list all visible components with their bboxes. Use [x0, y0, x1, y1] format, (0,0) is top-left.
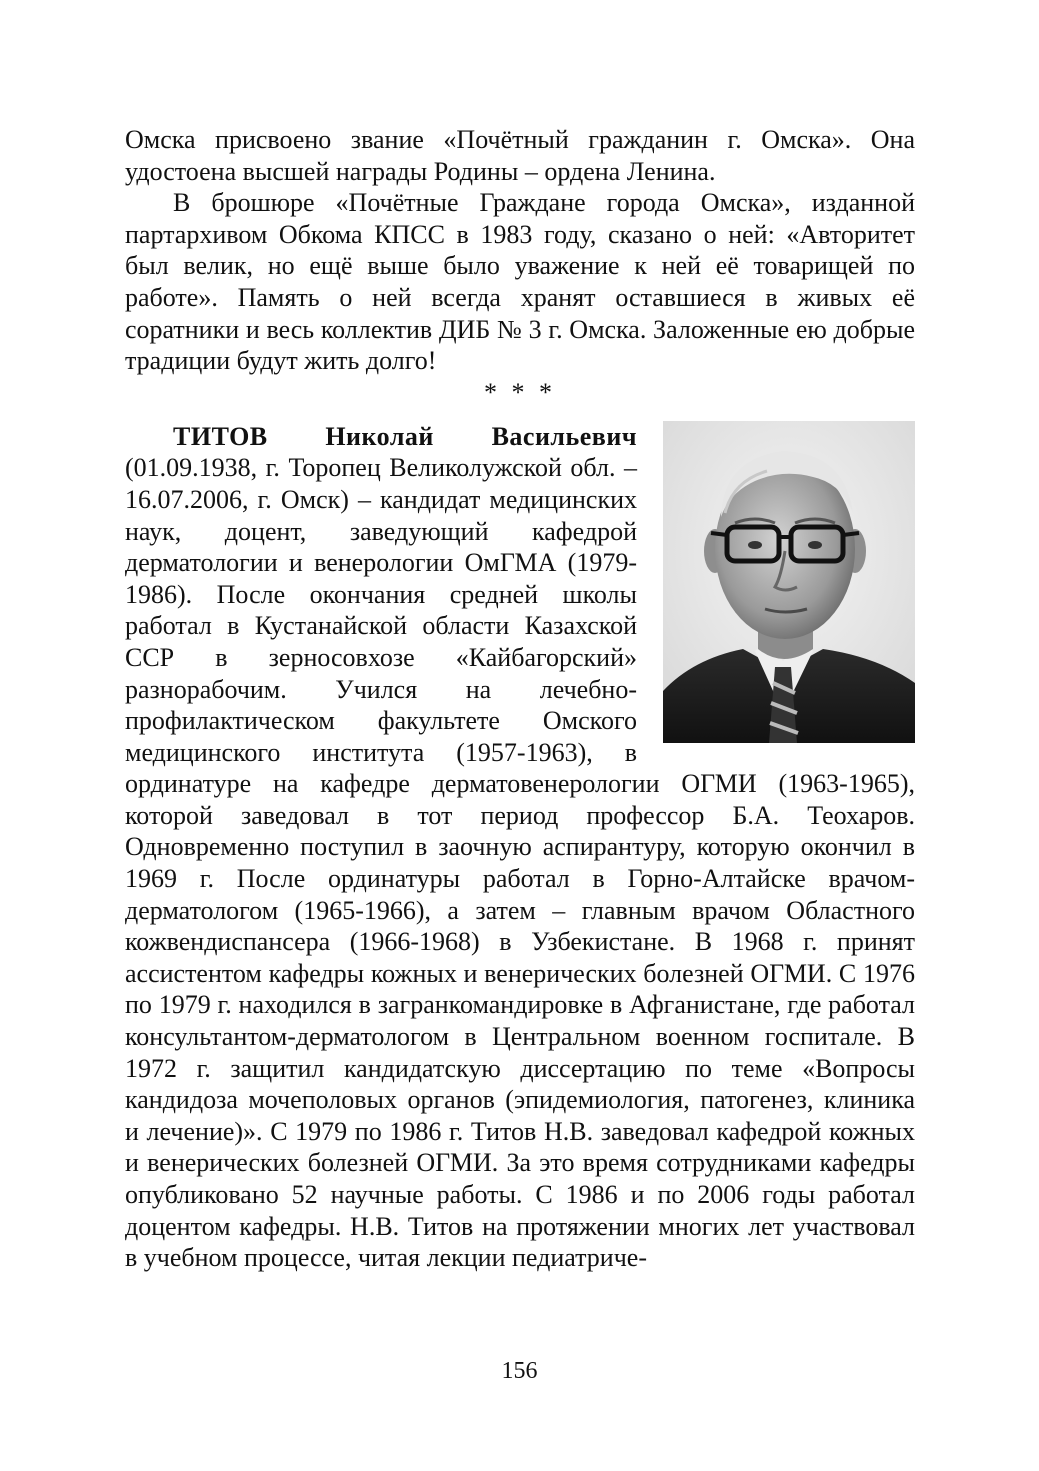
intro-paragraph-2: В брошюре «Почётные Граждане города Омска», изданной партархивом Обкома КПСС в 1983 году, сказано о ней: «Авторитет был велик, но ещё выше было уважение к ней её товарищей по работе». Память о ней всегда хранят оставшиеся в живых её соратники и весь коллектив ДИБ № 3 г. Омска. Заложенные ею добрые традиции будут жить долго!: [125, 188, 915, 376]
person-name: ТИТОВ Николай Васильевич: [173, 421, 637, 451]
page-number: 156: [501, 1358, 538, 1384]
biography-text: (01.09.1938, г. Торопец Великолужской обл. – 16.07.2006, г. Омск) – кандидат медицинских наук, доцент, заведующий кафедрой дерматологии и венерологии ОмГМА (1979-1986). После окончания средней школы работал в Кустанайской области Казахской ССР в зерносовхозе «Кайбагорский» разнорабочим. Учился на лечебно-профилактическом факультете Омского медицинского института (1957-1963), в ординатуре на кафедре дерматовенерологии ОГМИ (1963-1965), которой заведовал в тот период профессор Б.А. Теохаров. Одновременно поступил в заочную аспирантуру, которую окончил в 1969 г. После ординатуры работал в Горно-Алтайске врачом-дерматологом (1965-1966), а затем – главным врачом Областного кожвендиспансера (1966-1968) в Узбекистане. В 1968 г. принят ассистентом кафедры кожных и венерических болезней ОГМИ. С 1976 по 1979 г. находился в загранкомандировке в Афганистане, где работал консультантом-дерматологом в Центральном военном госпитале. В 1972 г. защитил кандидатскую диссертацию по теме «Вопросы кандидоза мочеполовых органов (эпидемиология, патогенез, клиника и лечение)». С 1979 по 1986 г. Титов Н.В. заведовал кафедрой кожных и венерических болезней ОГМИ. За это время сотрудниками кафедры опубликовано 52 научные работы. С 1986 и по 2006 годы работал доцентом кафедры. Н.В. Титов на протяжении многих лет участвовал в учебном процессе, читая лекции педиатриче-: [125, 453, 915, 1273]
section-separator: * * *: [484, 377, 556, 407]
page-text: [125, 124, 915, 1274]
intro-paragraph-1: Омска присвоено звание «Почётный гражданин г. Омска». Она удостоена высшей награды Родины – ордена Ленина.: [125, 125, 915, 186]
portrait-photo: [663, 421, 915, 743]
